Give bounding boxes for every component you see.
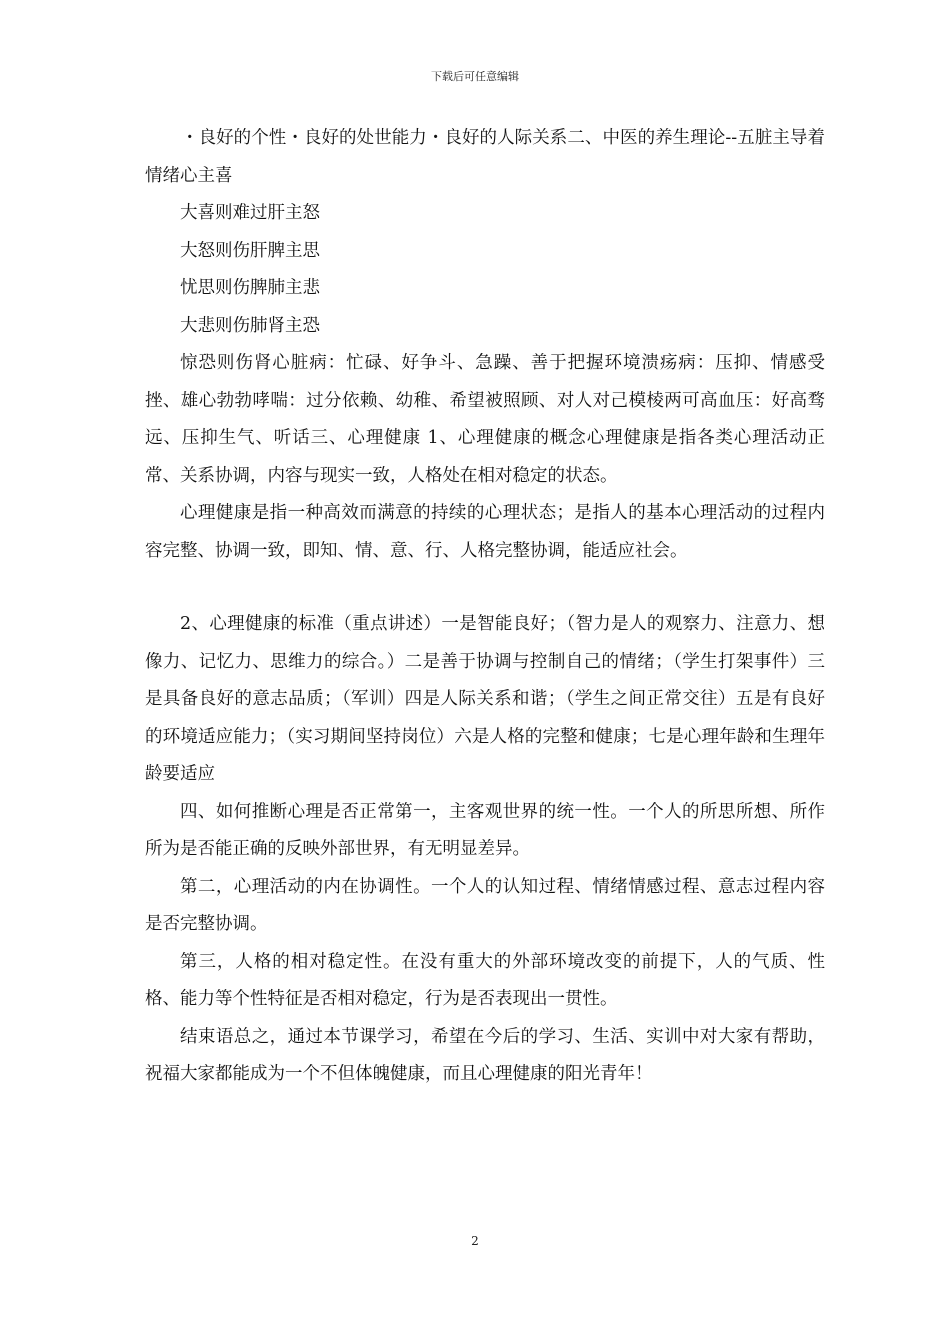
paragraph-conclusion: 结束语总之，通过本节课学习，希望在今后的学习、生活、实训中对大家有帮助，祝福大家都能成为一个不但体魄健康，而且心理健康的阳光青年！ xyxy=(145,1026,825,1084)
paragraph-sorrow: 大悲则伤肺肾主恐 xyxy=(180,315,320,336)
document-body xyxy=(145,120,825,1094)
page-header: 下载后可任意编辑 xyxy=(431,70,519,83)
page-number: 2 xyxy=(471,1234,479,1248)
paragraph-judgement-third: 第三，人格的相对稳定性。在没有重大的外部环境改变的前提下，人的气质、性格、能力等个性特征是否相对稳定，行为是否表现出一贯性。 xyxy=(145,951,825,1009)
paragraph-judgement-second: 第二，心理活动的内在协调性。一个人的认知过程、情绪情感过程、意志过程内容是否完整协调。 xyxy=(145,876,825,934)
paragraph-fear-diseases: 惊恐则伤肾心脏病：忙碌、好争斗、急躁、善于把握环境溃疡病：压抑、情感受挫、雄心勃勃哮喘：过分依赖、幼稚、希望被照顾、对人对己模棱两可高血压：好高骛远、压抑生气、听话三、心理健康 1、心理健康的概念心理健康是指各类心理活动正常、关系协调，内容与现实一致，人格处在相对稳定的状态。 xyxy=(145,353,825,486)
paragraph-worry: 忧思则伤脾肺主悲 xyxy=(180,278,320,298)
paragraph-mental-health-standards: 2、心理健康的标准（重点讲述）一是智能良好；（智力是人的观察力、注意力、想像力、记忆力、思维力的综合。）二是善于协调与控制自己的情绪；（学生打架事件）三是具备良好的意志品质；（军训）四是人际关系和谐；（学生之间正常交往）五是有良好的环境适应能力；（实习期间坚持岗位）六是人格的完整和健康；七是心理年龄和生理年龄要适应 xyxy=(145,614,825,784)
paragraph-mental-health-definition: 心理健康是指一种高效而满意的持续的心理状态；是指人的基本心理活动的过程内容完整、协调一致，即知、情、意、行、人格完整协调，能适应社会。 xyxy=(145,503,825,561)
paragraph-anger: 大怒则伤肝脾主思 xyxy=(180,240,320,261)
paragraph-personality: ・良好的个性・良好的处世能力・良好的人际关系二、中医的养生理论--五脏主导着情绪心主喜 xyxy=(145,128,825,186)
paragraph-joy: 大喜则难过肝主怒 xyxy=(180,203,320,223)
paragraph-judgement-first: 四、如何推断心理是否正常第一，主客观世界的统一性。一个人的所思所想、所作所为是否能正确的反映外部世界，有无明显差异。 xyxy=(145,801,825,859)
